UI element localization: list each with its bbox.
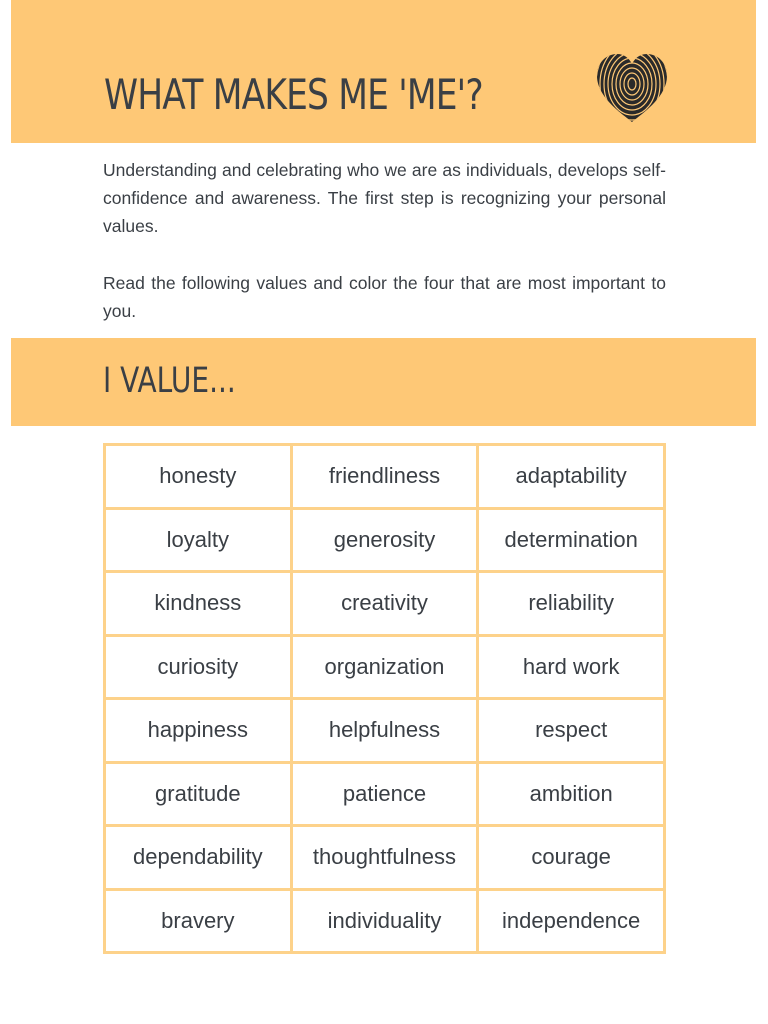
value-cell[interactable]: ambition [478,762,665,826]
table-row [105,445,665,509]
value-cell[interactable]: creativity [291,572,478,636]
table-row [105,699,665,763]
value-cell[interactable]: happiness [105,699,292,763]
value-cell[interactable]: reliability [478,572,665,636]
value-cell[interactable]: gratitude [105,762,292,826]
value-cell[interactable]: courage [478,826,665,890]
table-row [105,889,665,953]
fingerprint-heart-icon [594,52,670,124]
value-cell[interactable]: friendliness [291,445,478,509]
value-cell[interactable]: patience [291,762,478,826]
table-row [105,762,665,826]
value-cell[interactable]: individuality [291,889,478,953]
value-cell[interactable]: hard work [478,635,665,699]
value-cell[interactable]: respect [478,699,665,763]
intro-paragraph: Understanding and celebrating who we are as individuals, develops self-confidence and awareness. The first step is recognizing your personal values. [103,160,666,236]
value-cell[interactable]: loyalty [105,508,292,572]
instructions-paragraph: Read the following values and color the four that are most important to you. [103,273,666,321]
value-cell[interactable]: thoughtfulness [291,826,478,890]
page-title: WHAT MAKES ME 'ME'? [104,70,483,119]
value-cell[interactable]: curiosity [105,635,292,699]
value-cell[interactable]: dependability [105,826,292,890]
value-cell[interactable]: generosity [291,508,478,572]
table-row [105,572,665,636]
value-cell[interactable]: honesty [105,445,292,509]
value-cell[interactable]: organization [291,635,478,699]
table-row [105,508,665,572]
section-title: I VALUE... [103,361,236,401]
value-cell[interactable]: independence [478,889,665,953]
value-cell[interactable]: bravery [105,889,292,953]
table-row [105,826,665,890]
value-cell[interactable]: determination [478,508,665,572]
table-row [105,635,665,699]
value-cell[interactable]: adaptability [478,445,665,509]
value-cell[interactable]: kindness [105,572,292,636]
value-cell[interactable]: helpfulness [291,699,478,763]
values-table [103,443,666,954]
